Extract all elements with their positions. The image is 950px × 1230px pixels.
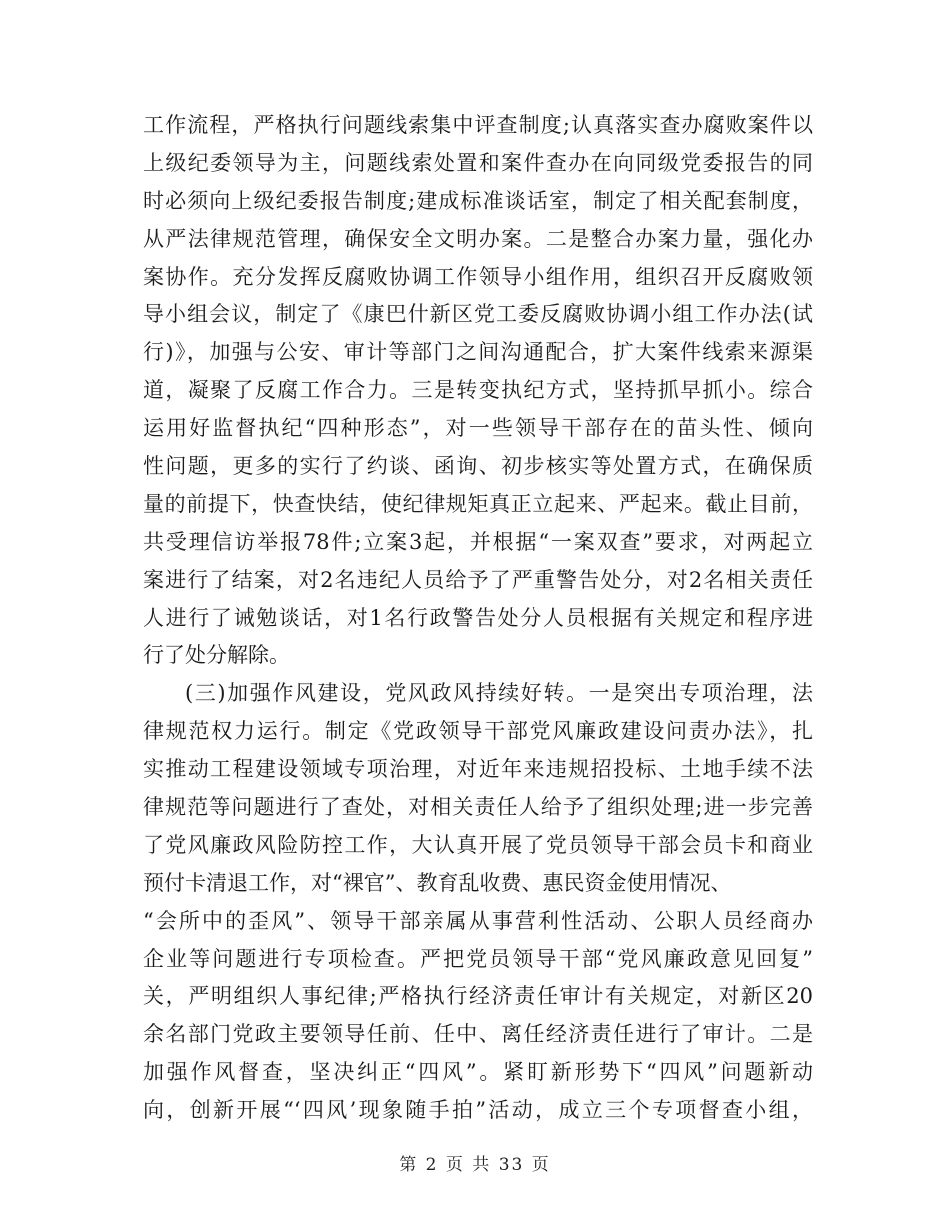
text-line: 企业等问题进行专项检查。严把党员领导干部“党风廉政意见回复” <box>143 946 813 971</box>
text-line: 关，严明组织人事纪律;严格执行经济责任审计有关规定，对新区20 <box>143 984 813 1009</box>
text-line: 从严法律规范管理，确保安全文明办案。二是整合办案力量，强化办 <box>143 226 813 251</box>
text-line: 工作流程，严格执行问题线索集中评查制度;认真落实查办腐败案件以 <box>143 113 813 137</box>
text-line: 人进行了诫勉谈话，对1名行政警告处分人员根据有关规定和程序进 <box>143 605 813 630</box>
text-line: 案协作。充分发挥反腐败协调工作领导小组作用，组织召开反腐败领 <box>143 264 813 289</box>
text-line: 行了处分解除。 <box>143 643 290 668</box>
text-line: 行)》，加强与公安、审计等部门之间沟通配合，扩大案件线索来源渠 <box>143 340 813 365</box>
text-line: 道，凝聚了反腐工作合力。三是转变执纪方式，坚持抓早抓小。综合 <box>143 378 813 403</box>
text-line: “会所中的歪风”、领导干部亲属从事营利性活动、公职人员经商办 <box>143 908 813 933</box>
text-line: 导小组会议，制定了《康巴什新区党工委反腐败协调小组工作办法(试 <box>143 302 813 327</box>
text-line: 上级纪委领导为主，问题线索处置和案件查办在向同级党委报告的同 <box>143 150 813 175</box>
text-line: 律规范权力运行。制定《党政领导干部党风廉政建设问责办法》，扎 <box>143 719 813 744</box>
text-line: 律规范等问题进行了查处，对相关责任人给予了组织处理;进一步完善 <box>143 795 813 820</box>
text-line: 运用好监督执纪“四种形态”，对一些领导干部存在的苗头性、倾向 <box>143 416 813 441</box>
section-heading-line: (三)加强作风建设，党风政风持续好转。一是突出专项治理，法 <box>185 681 813 706</box>
text-line: 余名部门党政主要领导任前、任中、离任经济责任进行了审计。二是 <box>143 1022 813 1047</box>
body-text <box>143 107 813 1130</box>
text-line: 量的前提下，快查快结，使纪律规矩真正立起来、严起来。截止目前， <box>143 491 813 516</box>
text-line: 实推动工程建设领域专项治理，对近年来违规招投标、土地手续不法 <box>143 757 813 782</box>
text-line: 预付卡清退工作，对“裸官”、教育乱收费、惠民资金使用情况、 <box>143 870 732 895</box>
text-line: 时必须向上级纪委报告制度;建成标准谈话室，制定了相关配套制度， <box>143 188 813 213</box>
text-line: 共受理信访举报78件;立案3起，并根据“一案双查”要求，对两起立 <box>143 529 813 554</box>
text-line: 向，创新开展“‘四风’现象随手拍”活动，成立三个专项督查小组， <box>143 1098 813 1123</box>
page-number-footer: 第 2 页 共 33 页 <box>399 1155 551 1175</box>
text-line: 加强作风督查，坚决纠正“四风”。紧盯新形势下“四风”问题新动 <box>143 1060 813 1085</box>
text-line: 性问题，更多的实行了约谈、函询、初步核实等处置方式，在确保质 <box>143 454 813 479</box>
text-line: 了党风廉政风险防控工作，大认真开展了党员领导干部会员卡和商业 <box>143 832 813 857</box>
text-line: 案进行了结案，对2名违纪人员给予了严重警告处分，对2名相关责任 <box>143 567 813 592</box>
